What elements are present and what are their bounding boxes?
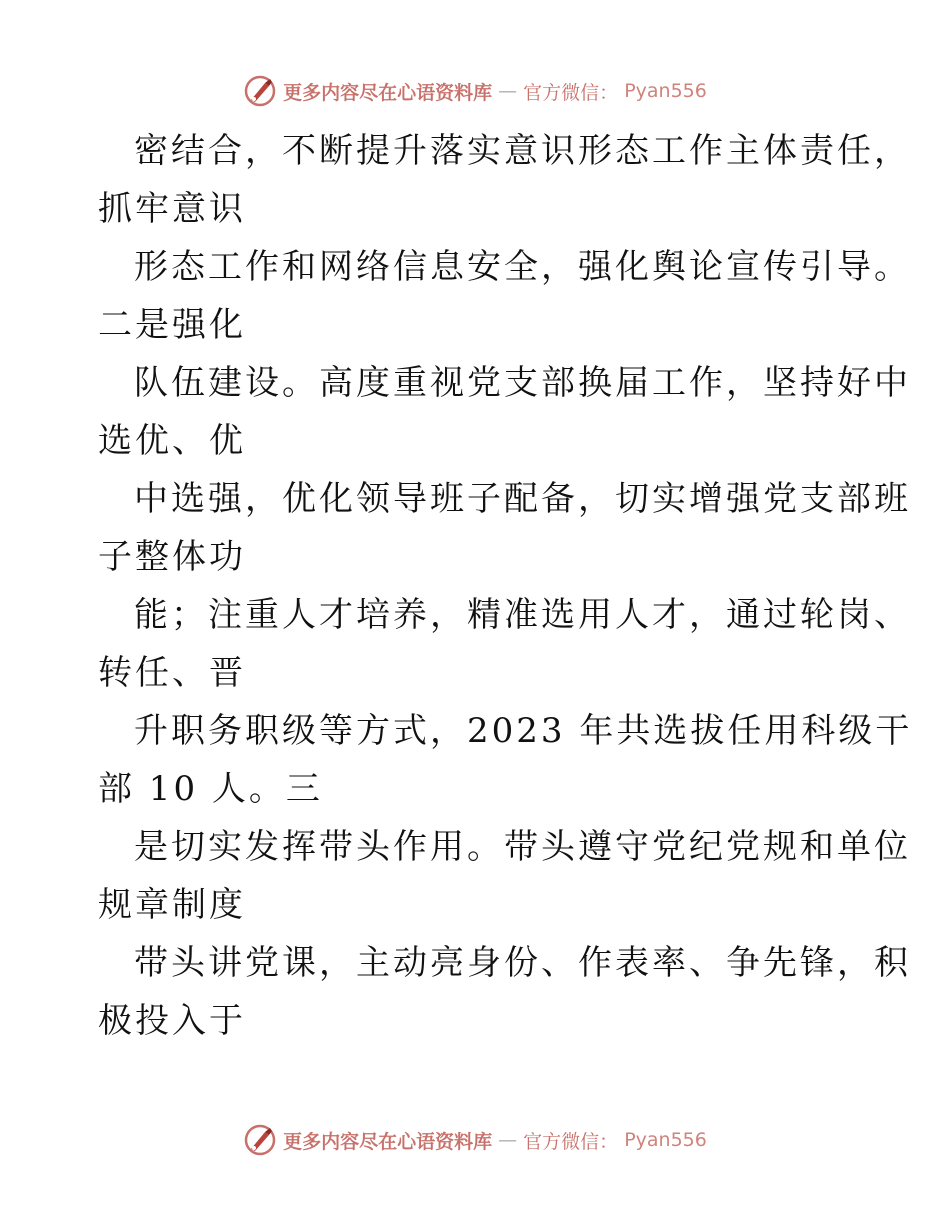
text-line: 子整体功 (98, 537, 246, 577)
text-line: 能；注重人才培养，精准选用人才，通过轮岗、 (134, 595, 911, 635)
watermark-separator: — (498, 1129, 518, 1151)
text-line: 形态工作和网络信息安全，强化舆论宣传引导。 (134, 247, 911, 287)
watermark-brand-text: 更多内容尽在心语资料库 (283, 1130, 493, 1153)
watermark-brand-text: 更多内容尽在心语资料库 (283, 81, 493, 104)
text-line: 带头讲党课，主动亮身份、作表率、争先锋，积 (134, 943, 911, 983)
watermark-account-label: 官方微信： (523, 1130, 619, 1153)
watermark-account-label: 官方微信： (523, 81, 619, 104)
text-line: 是切实发挥带头作用。带头遵守党纪党规和单位 (134, 827, 911, 867)
document-body (98, 122, 913, 1050)
text-line: 队伍建设。高度重视党支部换届工作，坚持好中 (134, 363, 911, 403)
text-line: 极投入于 (98, 1001, 246, 1041)
watermark-separator: — (498, 80, 518, 102)
watermark-account-id: Pyan556 (624, 80, 707, 102)
quill-pen-logo-icon (243, 74, 277, 108)
text-line: 密结合，不断提升落实意识形态工作主体责任， (134, 131, 911, 171)
text-line: 转任、晋 (98, 653, 246, 693)
text-line: 二是强化 (98, 305, 246, 345)
text-line: 部 10 人。三 (98, 769, 323, 809)
watermark-account-id: Pyan556 (624, 1129, 707, 1151)
quill-pen-logo-icon (243, 1123, 277, 1157)
text-line: 升职务职级等方式，2023 年共选拔任用科级干 (134, 711, 913, 751)
text-line: 抓牢意识 (98, 189, 246, 229)
text-line: 选优、优 (98, 421, 246, 461)
text-line: 规章制度 (98, 885, 246, 925)
header-watermark (0, 71, 950, 111)
text-line: 中选强，优化领导班子配备，切实增强党支部班 (134, 479, 911, 519)
footer-watermark (0, 1120, 950, 1160)
